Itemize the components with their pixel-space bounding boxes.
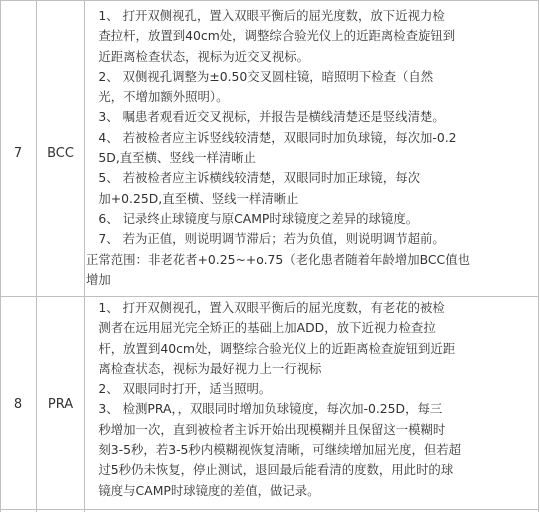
column-divider-1 (36, 0, 37, 512)
description-line: 5、 若被检者应主诉横线较清楚，双眼同时加正球镜，每次 (86, 170, 420, 186)
description-line: 测者在远用屈光完全矫正的基础上加ADD，放下近视力检查拉 (86, 320, 436, 336)
description-line: 杆，放置到40cm处，调整综合验光仪上的近距离检查旋钮到近距 (86, 340, 456, 356)
description-line: 正常范围：非老花者+0.25~+o.75（老化患者随着年龄增加BCC值也 (86, 251, 470, 267)
description-line: 7、 若为正值，则说明调节滞后；若为负值，则说明调节超前。 (86, 231, 445, 247)
description-line: 4、 若被检者应主诉竖线较清楚，双眼同时加负球镜，每次加-0.2 (86, 129, 457, 145)
table-border-left (0, 0, 1, 512)
row-description (86, 298, 532, 501)
description-line: 过5秒仍未恢复，停止测试，退回最后能看清的度数，用此时的球 (86, 462, 454, 478)
description-line: 增加 (86, 271, 111, 287)
table-border-bottom (0, 509, 539, 510)
description-line: 1、 打开双侧视孔，置入双眼平衡后的屈光度数，有老花的被检 (86, 300, 445, 315)
description-line: 2、 双侧视孔调整为±0.50交叉圆柱镜，暗照明下检查（自然 (86, 68, 434, 84)
description-line: 离检查状态，视标为最好视力上一行视标 (86, 360, 322, 376)
description-line: 秒增加一次，直到被检者主诉开始出现模糊并且保留这一模糊时 (86, 421, 446, 437)
description-line: 光，不增加额外照明）。 (86, 89, 229, 105)
table-border-top (0, 0, 539, 1)
description-line: 6、 记录终止球镜度与原CAMP时球镜度之差异的球镜度。 (86, 210, 419, 226)
description-line: 1、 打开双侧视孔，置入双眼平衡后的屈光度数，放下近视力检 (86, 8, 445, 23)
description-line: 镜度与CAMP时球镜度的差值，做记录。 (86, 482, 320, 498)
description-line: 5D,直至横、竖线一样清晰止 (86, 150, 257, 166)
description-line: 刻3-5秒，若3-5秒内模糊视恢复清晰，可继续增加屈光度，但若超 (86, 442, 462, 458)
row-index: 8 (13, 397, 23, 412)
description-line: 3、 嘱患者观看近交叉视标，并报告是横线清楚还是竖线清楚。 (86, 109, 445, 125)
row-description (86, 6, 532, 290)
description-line: 加+0.25D,直至横、竖线一样清晰止 (86, 190, 299, 206)
test-code: BCC (47, 146, 74, 161)
description-line: 查拉杆，放置到40cm处，调整综合验光仪上的近距离检查旋钮到 (86, 28, 456, 44)
description-line: 近距离检查状态，视标为近交叉视标。 (86, 48, 310, 64)
description-line: 2、 双眼同时打开，适当照明。 (86, 381, 272, 397)
description-line: 3、 检测PRA，，双眼同时增加负球镜度，每次加-0.25D，每三 (86, 401, 443, 417)
table-border-right (538, 0, 539, 512)
row-index: 7 (13, 146, 23, 161)
row-divider (0, 296, 539, 297)
test-code: PRA (47, 397, 74, 412)
column-divider-2 (84, 0, 85, 512)
